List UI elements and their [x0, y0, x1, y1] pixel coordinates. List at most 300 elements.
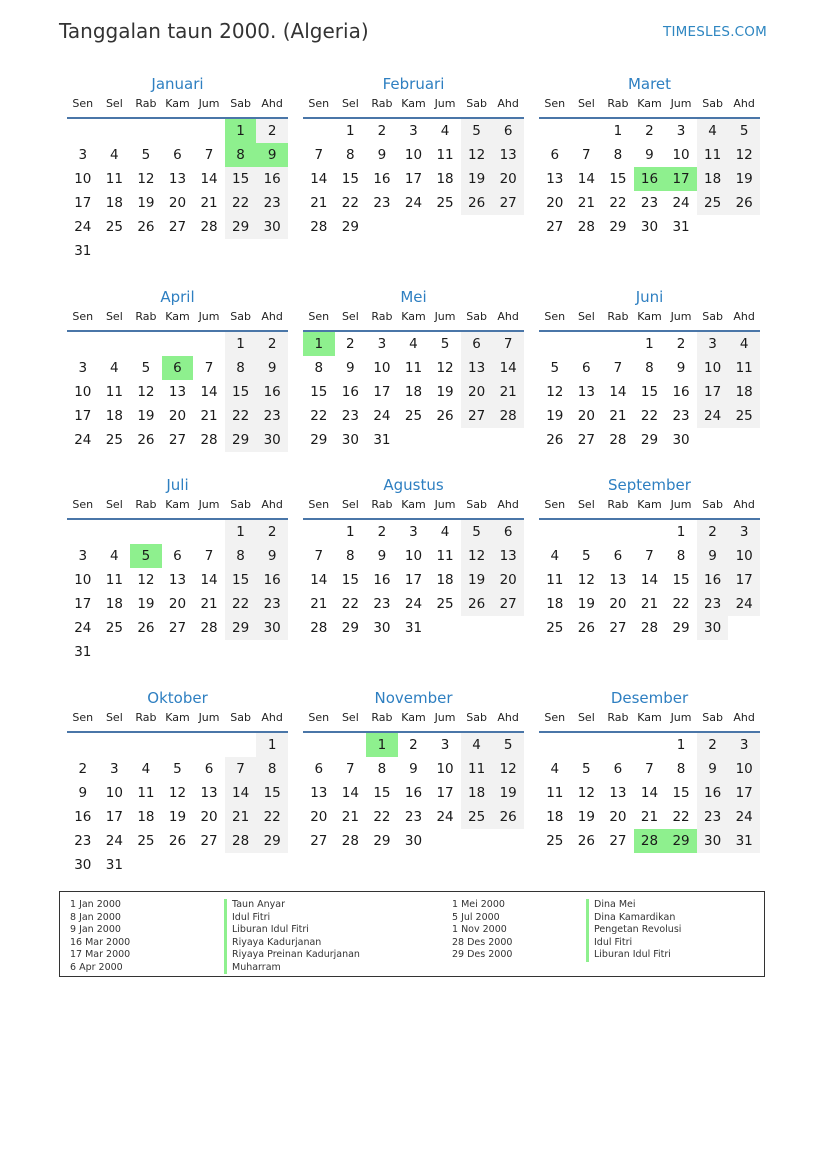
day-cell: 19 [461, 167, 493, 191]
day-cell: 5 [173, 761, 182, 777]
legend-right-names [586, 899, 681, 962]
day-cell: 9 [346, 360, 355, 376]
weekday-label: Sen [308, 310, 330, 323]
day-cell: 2 [697, 520, 729, 544]
day-cell: 4 [110, 548, 119, 564]
day-cell: 14 [200, 171, 218, 187]
day-cell: 28 [577, 219, 595, 235]
day-cell: 3 [409, 123, 418, 139]
day-grid [303, 520, 524, 640]
day-cell: 20 [200, 809, 218, 825]
day-cell: 23 [256, 592, 288, 616]
day-cell: 27 [200, 833, 218, 849]
day-cell: 3 [697, 332, 729, 356]
day-cell: 28 [225, 829, 257, 853]
legend-date: 28 Des 2000 [452, 936, 513, 948]
day-cell: 3 [440, 737, 450, 753]
day-cell: 7 [204, 548, 214, 564]
day-cell: 15 [310, 384, 328, 400]
day-cell: 18 [546, 809, 564, 825]
day-cell: 23 [373, 195, 391, 211]
day-cell: 19 [436, 384, 454, 400]
day-cell: 19 [461, 568, 493, 592]
day-cell: 3 [110, 761, 119, 777]
day-cell: 6 [613, 548, 623, 564]
day-cell: 21 [310, 195, 328, 211]
day-cell: 14 [200, 384, 218, 400]
legend-holiday-name: Riyaya Kadurjanan [224, 937, 360, 950]
weekday-label: Sab [466, 498, 487, 511]
day-cell: 23 [373, 596, 391, 612]
weekday-label: Sen [544, 97, 566, 110]
weekday-header [539, 498, 760, 520]
weekday-label: Sel [105, 498, 123, 511]
day-cell: 22 [373, 809, 391, 825]
legend-date: 16 Mar 2000 [70, 936, 131, 948]
weekday-label: Sab [702, 310, 723, 323]
day-cell: 8 [676, 548, 686, 564]
empty-day [99, 520, 131, 544]
weekday-label: Kam [401, 711, 426, 724]
day-cell: 30 [640, 219, 659, 235]
day-cell: 21 [640, 596, 659, 612]
empty-day [193, 119, 225, 143]
day-cell: 13 [168, 384, 187, 400]
day-cell: 18 [436, 171, 454, 187]
day-cell: 4 [550, 548, 560, 564]
day-cell: 28 [609, 432, 627, 448]
day-cell: 12 [436, 360, 454, 376]
day-cell: 30 [672, 432, 690, 448]
weekday-label: Sab [702, 97, 723, 110]
weekday-label: Kam [637, 97, 662, 110]
day-cell: 4 [550, 761, 560, 777]
day-cell: 16 [373, 171, 391, 187]
day-cell: 26 [492, 805, 524, 829]
day-cell: 29 [225, 215, 257, 239]
day-cell: 5 [582, 548, 591, 564]
weekday-header [539, 711, 760, 733]
day-cell: 20 [310, 809, 328, 825]
day-cell: 26 [577, 620, 595, 636]
weekday-label: Sen [308, 711, 330, 724]
empty-day [162, 733, 194, 757]
empty-day [571, 733, 603, 757]
day-cell: 10 [74, 572, 92, 588]
day-cell: 24 [404, 195, 423, 211]
day-cell: 2 [697, 733, 729, 757]
day-cell: 26 [461, 191, 493, 215]
day-cell: 3 [409, 524, 418, 540]
weekday-label: Sel [577, 498, 595, 511]
day-cell: 13 [492, 544, 524, 568]
weekday-label: Kam [401, 498, 426, 511]
day-cell: 12 [728, 143, 760, 167]
day-cell: 23 [640, 195, 659, 211]
day-cell: 4 [440, 123, 450, 139]
day-cell: 20 [609, 596, 627, 612]
month-oktober [67, 686, 288, 877]
day-cell: 27 [310, 833, 328, 849]
day-cell: 8 [225, 544, 257, 568]
day-cell: 15 [225, 380, 257, 404]
weekday-label: Kam [165, 310, 190, 323]
day-cell: 25 [546, 620, 564, 636]
empty-day [539, 119, 571, 143]
weekday-label: Kam [401, 310, 426, 323]
month-name: Maret [627, 75, 672, 93]
empty-day [99, 332, 131, 356]
day-cell: 14 [225, 781, 257, 805]
month-januari [67, 72, 288, 263]
day-cell: 11 [461, 757, 493, 781]
weekday-label: Kam [637, 310, 662, 323]
day-cell: 2 [676, 336, 686, 352]
day-cell: 14 [200, 572, 218, 588]
day-cell: 8 [346, 147, 355, 163]
day-cell: 21 [225, 805, 257, 829]
day-cell: 4 [409, 336, 418, 352]
day-cell: 4 [728, 332, 760, 356]
weekday-label: Kam [637, 498, 662, 511]
day-cell: 4 [697, 119, 729, 143]
weekday-label: Ahd [261, 310, 283, 323]
day-cell: 5 [582, 761, 591, 777]
empty-day [225, 733, 257, 757]
day-cell: 12 [137, 572, 155, 588]
day-cell: 2 [377, 524, 387, 540]
day-cell: 25 [105, 432, 123, 448]
day-cell: 4 [440, 524, 450, 540]
day-cell: 11 [105, 572, 123, 588]
empty-day [634, 520, 666, 544]
day-cell: 2 [78, 761, 88, 777]
day-cell: 31 [373, 432, 391, 448]
day-cell: 28 [634, 829, 666, 853]
day-cell: 20 [168, 408, 187, 424]
weekday-label: Sab [230, 97, 251, 110]
legend-date: 8 Jan 2000 [70, 911, 121, 923]
weekday-label: Jum [670, 310, 692, 323]
weekday-label: Rab [371, 498, 393, 511]
day-cell: 10 [74, 384, 92, 400]
day-cell: 27 [168, 620, 187, 636]
day-cell: 16 [697, 781, 729, 805]
day-cell: 16 [404, 785, 423, 801]
weekday-label: Kam [637, 711, 662, 724]
day-cell: 1 [225, 520, 257, 544]
empty-day [130, 520, 162, 544]
day-cell: 5 [461, 520, 493, 544]
day-cell: 1 [676, 737, 686, 753]
weekday-label: Kam [165, 711, 190, 724]
day-cell: 15 [341, 572, 359, 588]
legend-holiday-name: Pengetan Revolusi [586, 924, 681, 937]
weekday-label: Jum [198, 310, 220, 323]
day-cell: 5 [130, 544, 162, 568]
day-cell: 7 [225, 757, 257, 781]
day-cell: 23 [672, 408, 690, 424]
day-cell: 26 [137, 219, 155, 235]
day-cell: 17 [728, 568, 760, 592]
day-cell: 22 [609, 195, 627, 211]
day-cell: 3 [728, 520, 760, 544]
day-cell: 13 [577, 384, 595, 400]
day-cell: 12 [577, 572, 595, 588]
weekday-label: Sab [230, 711, 251, 724]
weekday-label: Sen [544, 498, 566, 511]
weekday-label: Sab [466, 97, 487, 110]
day-cell: 28 [200, 432, 218, 448]
weekday-header [67, 97, 288, 119]
day-cell: 26 [436, 408, 454, 424]
day-cell: 15 [609, 171, 627, 187]
day-cell: 22 [672, 596, 690, 612]
day-cell: 12 [137, 384, 155, 400]
legend-right-dates [452, 899, 512, 962]
page-title: Tanggalan taun 2000. (Algeria) [59, 19, 369, 43]
day-cell: 18 [105, 408, 123, 424]
day-cell: 31 [672, 219, 690, 235]
day-cell: 1 [645, 336, 654, 352]
day-cell: 11 [546, 785, 564, 801]
day-cell: 10 [105, 785, 123, 801]
weekday-label: Rab [607, 310, 629, 323]
day-cell: 26 [577, 833, 595, 849]
day-cell: 26 [137, 620, 155, 636]
day-cell: 16 [74, 809, 92, 825]
day-cell: 31 [404, 620, 423, 636]
legend-date: 1 Jan 2000 [70, 899, 121, 910]
day-cell: 8 [377, 761, 387, 777]
day-cell: 5 [461, 119, 493, 143]
weekday-header [539, 97, 760, 119]
empty-day [67, 733, 99, 757]
day-cell: 23 [74, 833, 92, 849]
day-grid [67, 520, 288, 664]
day-cell: 15 [256, 781, 288, 805]
day-cell: 18 [105, 596, 123, 612]
weekday-header [67, 711, 288, 733]
day-cell: 25 [728, 404, 760, 428]
day-cell: 21 [310, 596, 328, 612]
day-cell: 17 [436, 785, 454, 801]
day-cell: 25 [404, 408, 423, 424]
weekday-label: Ahd [733, 711, 755, 724]
empty-day [539, 520, 571, 544]
day-cell: 9 [697, 544, 729, 568]
day-cell: 7 [346, 761, 355, 777]
empty-day [193, 332, 225, 356]
day-cell: 22 [225, 592, 257, 616]
empty-day [303, 733, 335, 757]
day-cell: 3 [676, 123, 686, 139]
day-cell: 9 [645, 147, 654, 163]
day-grid [67, 119, 288, 263]
day-cell: 16 [672, 384, 690, 400]
month-juli [67, 473, 288, 664]
weekday-label: Sen [72, 310, 94, 323]
weekday-label: Ahd [261, 498, 283, 511]
day-cell: 26 [168, 833, 187, 849]
month-agustus [303, 473, 524, 640]
day-cell: 31 [74, 243, 92, 259]
weekday-label: Jum [198, 498, 220, 511]
day-cell: 21 [200, 195, 218, 211]
day-cell: 24 [697, 404, 729, 428]
day-cell: 17 [697, 380, 729, 404]
day-cell: 2 [256, 332, 288, 356]
day-cell: 14 [341, 785, 359, 801]
empty-day [162, 520, 194, 544]
day-cell: 18 [404, 384, 423, 400]
empty-day [602, 520, 634, 544]
weekday-header [303, 310, 524, 332]
day-cell: 23 [341, 408, 359, 424]
legend-holiday-name: Muharram [224, 962, 360, 975]
day-cell: 10 [436, 761, 454, 777]
day-cell: 6 [582, 360, 591, 376]
day-cell: 18 [461, 781, 493, 805]
empty-day [67, 332, 99, 356]
day-cell: 16 [634, 167, 666, 191]
day-cell: 6 [613, 761, 623, 777]
day-cell: 18 [436, 572, 454, 588]
day-cell: 16 [373, 572, 391, 588]
day-cell: 10 [404, 147, 423, 163]
day-cell: 13 [546, 171, 564, 187]
weekday-label: Sab [702, 498, 723, 511]
day-cell: 6 [173, 147, 182, 163]
day-cell: 18 [105, 195, 123, 211]
day-cell: 1 [346, 123, 355, 139]
day-cell: 9 [256, 143, 288, 167]
day-cell: 9 [697, 757, 729, 781]
weekday-label: Ahd [733, 310, 755, 323]
day-cell: 20 [492, 167, 524, 191]
day-cell: 7 [645, 548, 654, 564]
day-cell: 30 [404, 833, 423, 849]
day-cell: 12 [168, 785, 187, 801]
day-cell: 19 [577, 809, 595, 825]
day-cell: 5 [550, 360, 560, 376]
weekday-label: Sen [308, 97, 330, 110]
day-cell: 25 [697, 191, 729, 215]
month-name: Agustus [383, 476, 444, 494]
day-cell: 3 [728, 733, 760, 757]
empty-day [193, 733, 225, 757]
day-cell: 20 [461, 380, 493, 404]
day-cell: 23 [404, 809, 423, 825]
empty-day [67, 520, 99, 544]
day-cell: 13 [609, 572, 627, 588]
day-cell: 10 [404, 548, 423, 564]
day-cell: 15 [672, 572, 690, 588]
day-cell: 7 [204, 360, 214, 376]
weekday-label: Ahd [261, 97, 283, 110]
day-cell: 2 [409, 737, 418, 753]
month-name: Februari [382, 75, 445, 93]
weekday-label: Rab [607, 711, 629, 724]
day-cell: 13 [168, 171, 187, 187]
day-cell: 3 [377, 336, 387, 352]
day-cell: 19 [492, 781, 524, 805]
day-cell: 16 [341, 384, 359, 400]
day-cell: 30 [373, 620, 391, 636]
empty-day [303, 119, 335, 143]
day-cell: 8 [645, 360, 654, 376]
weekday-label: Rab [135, 97, 157, 110]
day-cell: 25 [461, 805, 493, 829]
weekday-header [67, 310, 288, 332]
day-cell: 11 [546, 572, 564, 588]
day-cell: 19 [137, 596, 155, 612]
day-cell: 19 [728, 167, 760, 191]
day-cell: 25 [436, 195, 454, 211]
day-cell: 15 [640, 384, 659, 400]
day-cell: 10 [373, 360, 391, 376]
day-cell: 24 [105, 833, 123, 849]
day-cell: 18 [697, 167, 729, 191]
day-grid [67, 332, 288, 452]
day-cell: 6 [550, 147, 560, 163]
day-cell: 28 [341, 833, 359, 849]
day-cell: 17 [728, 781, 760, 805]
month-desember [539, 686, 760, 853]
day-cell: 17 [105, 809, 123, 825]
weekday-label: Sel [341, 498, 359, 511]
weekday-label: Sel [577, 310, 595, 323]
day-cell: 20 [168, 195, 187, 211]
day-grid [539, 520, 760, 640]
month-mei [303, 285, 524, 452]
day-cell: 14 [577, 171, 595, 187]
day-cell: 4 [110, 147, 119, 163]
month-name: September [608, 476, 691, 494]
weekday-label: Ahd [497, 310, 519, 323]
weekday-label: Sel [105, 97, 123, 110]
brand-link[interactable]: TIMESLES.COM [663, 24, 767, 40]
weekday-label: Rab [607, 498, 629, 511]
month-name: November [374, 689, 453, 707]
day-cell: 30 [341, 432, 359, 448]
day-cell: 26 [728, 191, 760, 215]
day-cell: 21 [640, 809, 659, 825]
day-cell: 19 [137, 408, 155, 424]
weekday-label: Sab [466, 711, 487, 724]
day-cell: 10 [728, 757, 760, 781]
legend-date: 17 Mar 2000 [70, 949, 131, 960]
day-cell: 24 [404, 596, 423, 612]
day-cell: 24 [728, 805, 760, 829]
empty-day [571, 119, 603, 143]
day-cell: 8 [613, 147, 623, 163]
day-cell: 2 [346, 336, 355, 352]
weekday-label: Jum [198, 711, 220, 724]
empty-day [335, 733, 367, 757]
day-cell: 28 [492, 404, 524, 428]
weekday-label: Sen [72, 97, 94, 110]
day-cell: 29 [640, 432, 659, 448]
day-cell: 12 [546, 384, 564, 400]
day-cell: 30 [256, 616, 288, 640]
day-cell: 13 [168, 572, 187, 588]
weekday-label: Sen [308, 498, 330, 511]
day-cell: 28 [640, 620, 659, 636]
holiday-legend [59, 891, 765, 977]
day-cell: 20 [168, 596, 187, 612]
day-cell: 29 [341, 620, 359, 636]
